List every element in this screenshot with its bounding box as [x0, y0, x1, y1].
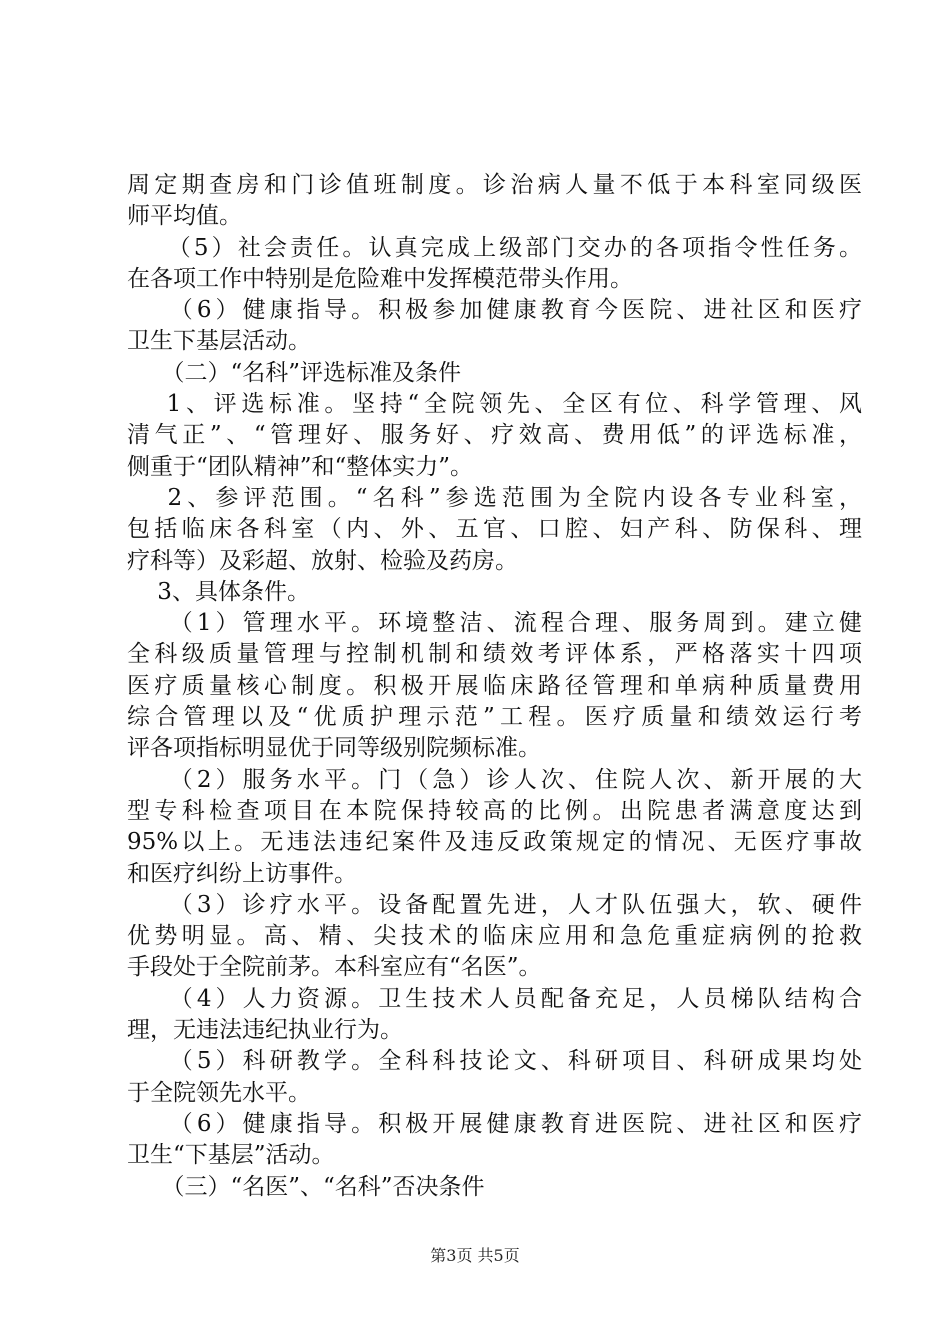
- text-line: （6）健康指导。积极参加健康教育今医院、进社区和医疗: [127, 297, 862, 324]
- text-line: 优势明显。高、精、尖技术的临床应用和急危重症病例的抢救: [127, 923, 862, 950]
- text-line: 卫生下基层活动。: [127, 328, 311, 355]
- text-line: 医疗质量核心制度。积极开展临床路径管理和单病种质量费用: [127, 672, 862, 699]
- text-line: 卫生“下基层”活动。: [127, 1142, 335, 1169]
- text-line: 师平均值。: [127, 203, 242, 230]
- text-line: 和医疗纠纷上访事件。: [127, 860, 357, 887]
- text-line: 全科级质量管理与控制机制和绩效考评体系，严格落实十四项: [127, 641, 862, 668]
- text-line: （4）人力资源。卫生技术人员配备充足，人员梯队结构合: [127, 985, 862, 1012]
- text-line: 评各项指标明显优于同等级别院频标准。: [127, 735, 541, 762]
- text-line: （5）科研教学。全科科技论文、科研项目、科研成果均处: [127, 1048, 862, 1075]
- page-footer: 第3页 共5页: [430, 1246, 520, 1265]
- text-line: 型专科检查项目在本院保持较高的比例。出院患者满意度达到: [127, 797, 862, 824]
- text-line: 在各项工作中特别是危险难中发挥模范带头作用。: [127, 265, 633, 292]
- text-line: 于全院领先水平。: [127, 1079, 311, 1106]
- text-line: 包括临床各科室（内、外、五官、口腔、妇产科、防保科、理: [127, 516, 862, 543]
- text-line: 2、参评范围。“名科”参选范围为全院内设各专业科室，: [127, 484, 862, 511]
- text-line: （2）服务水平。门（急）诊人次、住院人次、新开展的大: [127, 766, 862, 793]
- text-line: 侧重于“团队精神”和“整体实力”。: [127, 453, 474, 480]
- text-line: 1、评选标准。坚持“全院领先、全区有位、科学管理、风: [127, 391, 862, 418]
- text-line: （三）“名医”、“名科”否决条件: [127, 1173, 485, 1200]
- text-line: 疗科等）及彩超、放射、检验及药房。: [127, 547, 518, 574]
- text-line: 理，无违法违纪执业行为。: [127, 1017, 403, 1044]
- text-line: （6）健康指导。积极开展健康教育进医院、进社区和医疗: [127, 1110, 862, 1137]
- text-line: 周定期查房和门诊值班制度。诊治病人量不低于本科室同级医: [127, 172, 862, 198]
- text-line: 95%以上。无违法违纪案件及违反政策规定的情况、无医疗事故: [127, 829, 862, 856]
- body-text: [127, 170, 862, 1203]
- text-line: 综合管理以及“优质护理示范”工程。医疗质量和绩效运行考: [127, 704, 862, 731]
- text-line: 3、具体条件。: [127, 578, 310, 605]
- text-line: （3）诊疗水平。设备配置先进，人才队伍强大，软、硬件: [127, 891, 862, 918]
- text-line: （5）社会责任。认真完成上级部门交办的各项指令性任务。: [127, 234, 862, 261]
- text-line: （1）管理水平。环境整洁、流程合理、服务周到。建立健: [127, 610, 862, 637]
- text-line: 清气正”、“管理好、服务好、疗效高、费用低”的评选标准，: [127, 422, 862, 449]
- text-line: （二）“名科”评选标准及条件: [127, 359, 462, 386]
- text-line: 手段处于全院前茅。本科室应有“名医”。: [127, 954, 542, 981]
